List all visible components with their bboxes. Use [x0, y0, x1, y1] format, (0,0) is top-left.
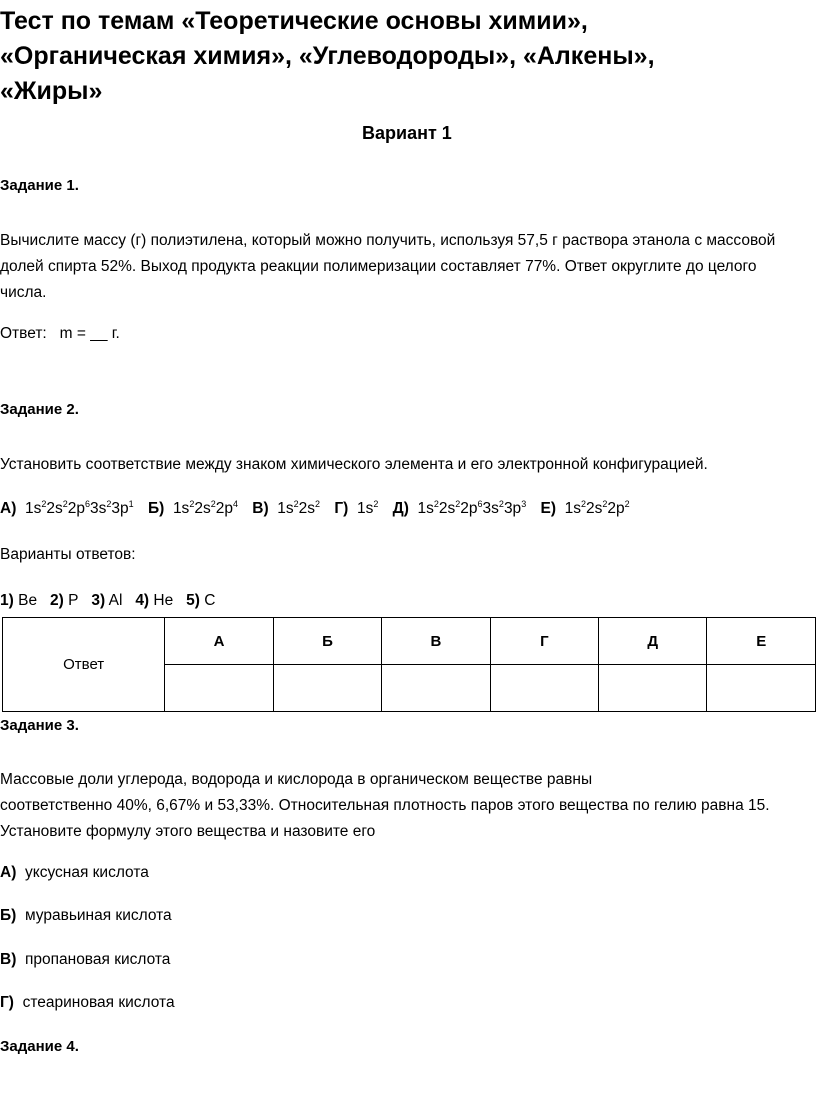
config-item: Д) $1s^22s^22p^63s^23p^3$: [392, 499, 527, 517]
choice-letter: Г): [0, 994, 14, 1011]
config-letter: Д): [392, 500, 409, 517]
answer-cell[interactable]: [490, 665, 598, 712]
task1-answer: Ответ: m = __ г.: [0, 325, 120, 342]
choice-a: [0, 864, 149, 882]
task3-heading: Задание 3.: [0, 717, 79, 734]
answer-options: [0, 592, 215, 610]
choice-text: муравьиная кислота: [24, 907, 172, 924]
answer-cell[interactable]: [382, 665, 490, 712]
option-item: 2) P: [49, 592, 79, 609]
answer-cell[interactable]: [273, 665, 381, 712]
column-header: В: [382, 618, 490, 665]
option-item: 3) Al: [91, 592, 123, 609]
config-item: А) $1s^22s^22p^63s^23p^1$: [0, 499, 134, 517]
config-letter: Е): [540, 500, 557, 517]
task3-line: соответственно 40%, 6,67% и 53,33%. Относительная плотность паров этого вещества по гелию равна 15.: [0, 797, 770, 814]
task2-heading: Задание 2.: [0, 401, 79, 418]
answer-row-label: Ответ: [3, 618, 165, 712]
column-header: Г: [490, 618, 598, 665]
choice-letter: В): [0, 951, 17, 968]
task1-text: [0, 228, 812, 306]
choice-d: [0, 994, 175, 1012]
answer-table: [2, 617, 816, 712]
task3-text: [0, 767, 812, 845]
config-letter: А): [0, 500, 17, 517]
electron-configs: [0, 500, 630, 518]
task1-line: числа.: [0, 284, 47, 301]
option-item: 4) He: [135, 592, 174, 609]
config-item: Б) $1s^22s^22p^4$: [148, 499, 238, 517]
choice-letter: Б): [0, 907, 17, 924]
task3-line: Установите формулу этого вещества и назовите его: [0, 823, 376, 840]
choice-b: [0, 907, 172, 925]
task3-line: Массовые доли углерода, водорода и кислорода в органическом веществе равны: [0, 771, 593, 788]
choice-letter: А): [0, 864, 17, 881]
choice-text: уксусная кислота: [24, 864, 149, 881]
column-header: Е: [707, 618, 816, 665]
choice-c: [0, 951, 170, 969]
config-letter: Б): [148, 500, 165, 517]
option-item: 5) C: [186, 592, 216, 609]
column-header: Д: [599, 618, 707, 665]
config-letter: Г): [334, 500, 349, 517]
column-header: Б: [273, 618, 381, 665]
config-item: В) $1s^22s^2$: [252, 499, 321, 517]
task2-text: Установить соответствие между знаком химического элемента и его электронной конфигурацией.: [0, 456, 708, 473]
task1-line: Вычислите массу (г) полиэтилена, который можно получить, используя 57,5 г раствора этанола с массовой: [0, 232, 776, 249]
column-header: А: [165, 618, 273, 665]
title-line: Тест по темам «Теоретические основы химии»,: [0, 7, 588, 35]
option-item: 1) Be: [0, 592, 38, 609]
task1-line: долей спирта 52%. Выход продукта реакции полимеризации составляет 77%. Ответ округлите до целого: [0, 258, 757, 275]
variant-heading: Вариант 1: [362, 123, 452, 143]
config-letter: В): [252, 500, 269, 517]
task1-heading: Задание 1.: [0, 177, 79, 194]
title-line: «Органическая химия», «Углеводороды», «Алкены»,: [0, 42, 655, 70]
page-title: [0, 4, 760, 109]
answer-cell[interactable]: [165, 665, 273, 712]
config-item: Г) $1s^2$: [334, 499, 379, 517]
config-item: Е) $1s^22s^22p^2$: [540, 499, 630, 517]
task4-heading: Задание 4.: [0, 1038, 79, 1055]
choice-text: стеариновая кислота: [22, 994, 175, 1011]
title-line: «Жиры»: [0, 77, 103, 105]
answer-cell[interactable]: [599, 665, 707, 712]
answer-cell[interactable]: [707, 665, 816, 712]
choice-text: пропановая кислота: [24, 951, 171, 968]
options-label: Варианты ответов:: [0, 546, 136, 563]
